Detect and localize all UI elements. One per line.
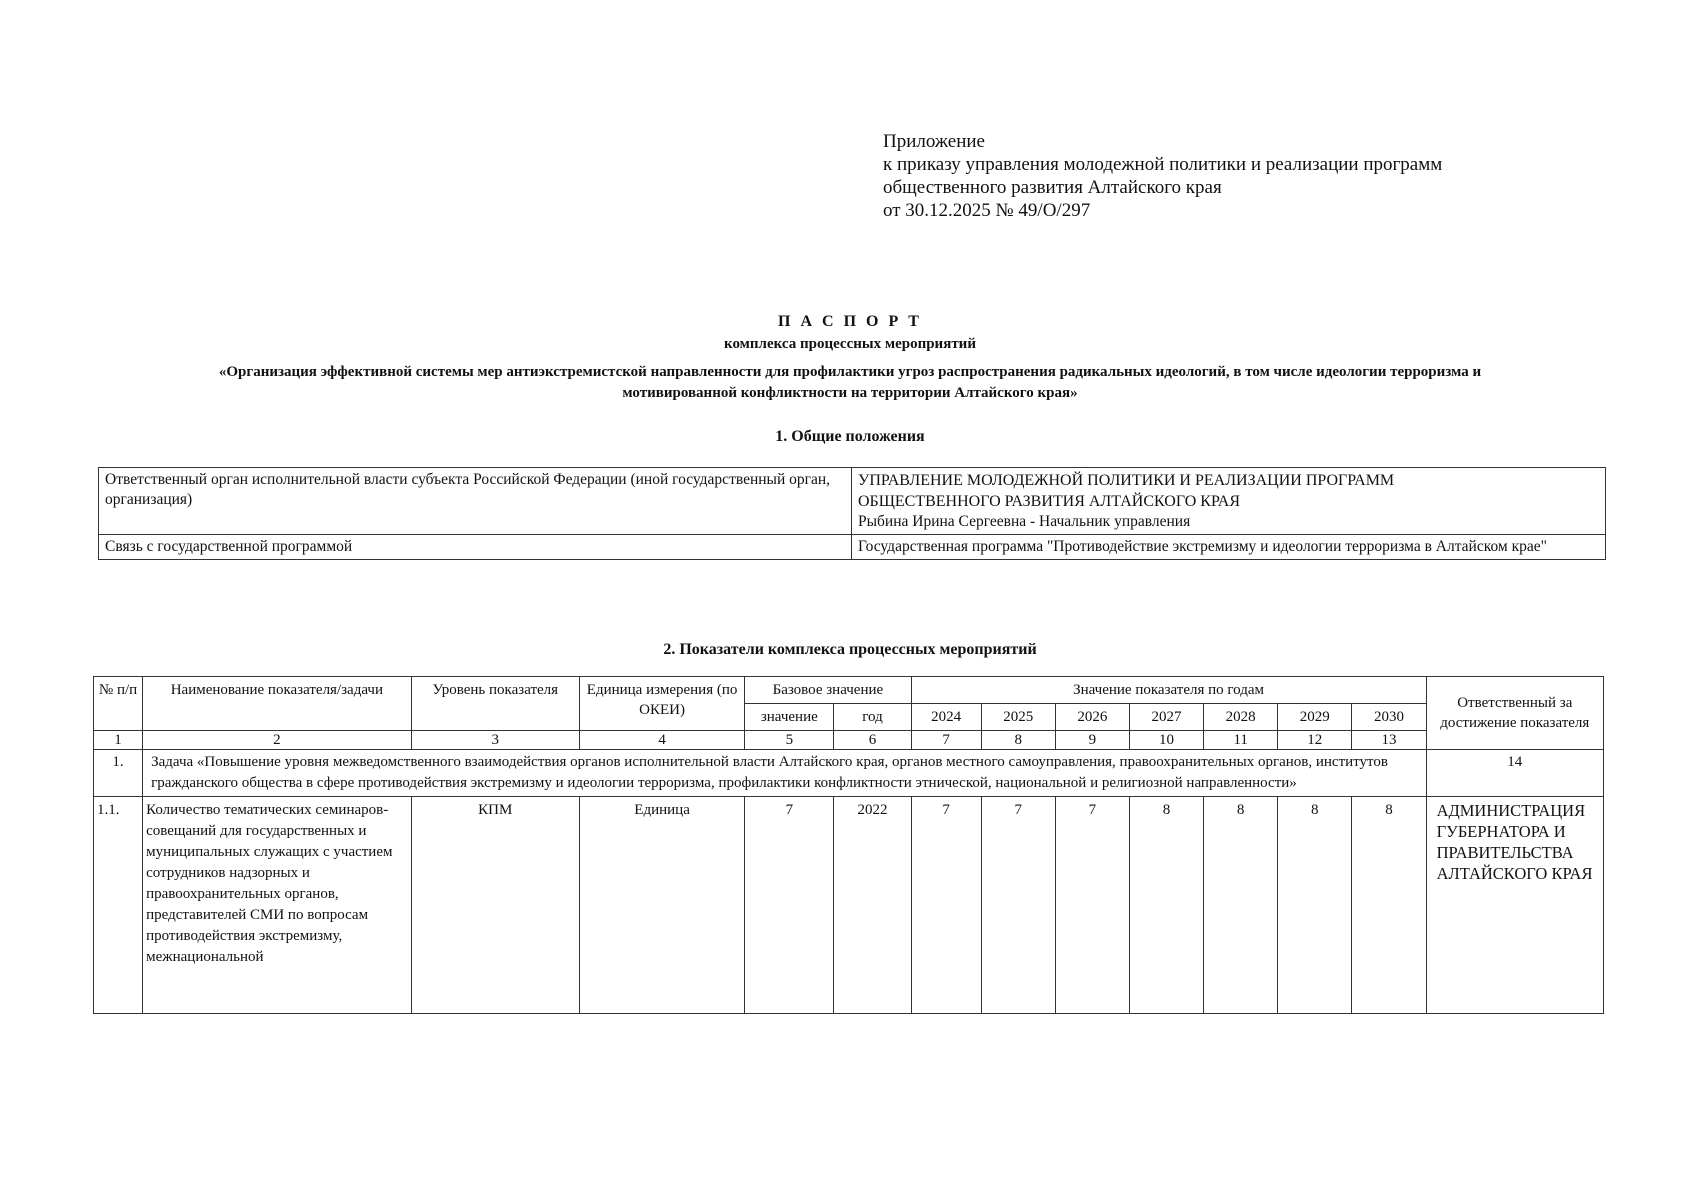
- passport-title: П А С П О Р Т: [778, 313, 922, 330]
- header-base-year: год: [834, 704, 911, 731]
- year-value: 8: [1204, 797, 1278, 1014]
- appendix-title: Приложение: [883, 131, 985, 152]
- passport-subtitle: комплекса процессных мероприятий: [724, 336, 976, 352]
- column-number: 11: [1204, 731, 1278, 750]
- column-number-row: [94, 731, 1604, 750]
- column-number: 6: [834, 731, 911, 750]
- table-row: [94, 797, 1604, 1014]
- header-year: 2030: [1352, 704, 1426, 731]
- table-header-row: [94, 677, 1604, 704]
- column-number: 1: [94, 731, 143, 750]
- task-row: [94, 750, 1604, 797]
- year-value: 7: [981, 797, 1055, 1014]
- column-number: 12: [1278, 731, 1352, 750]
- column-number: 5: [745, 731, 834, 750]
- header-year: 2025: [981, 704, 1055, 731]
- header-year: 2029: [1278, 704, 1352, 731]
- passport-name-line: мотивированной конфликтности на территории Алтайского края»: [622, 385, 1078, 401]
- column-number: 9: [1055, 731, 1129, 750]
- header-responsible: Ответственный за достижение показателя: [1426, 677, 1603, 750]
- responsible-org: АДМИНИСТРАЦИЯ ГУБЕРНАТОРА И ПРАВИТЕЛЬСТВА АЛТАЙСКОГО КРАЯ: [1426, 797, 1603, 1014]
- table-row: [99, 468, 1606, 535]
- column-number: 13: [1352, 731, 1426, 750]
- row-num: 1.1.: [94, 797, 143, 1014]
- responsible-body-label: Ответственный орган исполнительной власти субъекта Российской Федерации (иной государственный орган, организация): [99, 468, 852, 535]
- header-by-years: Значение показателя по годам: [911, 677, 1426, 704]
- header-num: № п/п: [94, 677, 143, 731]
- header-year: 2026: [1055, 704, 1129, 731]
- header-unit: Единица измерения (по ОКЕИ): [579, 677, 744, 731]
- responsible-body-value: [852, 468, 1606, 535]
- passport-name: [110, 362, 1590, 404]
- task-num: 1.: [94, 750, 143, 797]
- responsible-body-line: УПРАВЛЕНИЕ МОЛОДЕЖНОЙ ПОЛИТИКИ И РЕАЛИЗАЦИИ ПРОГРАММ: [858, 472, 1395, 489]
- general-provisions-table: [98, 467, 1606, 560]
- year-value: 8: [1352, 797, 1426, 1014]
- indicator-level: КПМ: [411, 797, 579, 1014]
- base-value: 7: [745, 797, 834, 1014]
- year-value: 8: [1129, 797, 1203, 1014]
- section1-title: 1. Общие положения: [775, 428, 925, 445]
- responsible-head: Рыбина Ирина Сергеевна - Начальник управления: [858, 513, 1191, 530]
- column-number: 14: [1426, 750, 1603, 797]
- column-number: 10: [1129, 731, 1203, 750]
- appendix-order-line: общественного развития Алтайского края: [883, 177, 1222, 198]
- appendix-order-date: от 30.12.2025 № 49/О/297: [883, 200, 1091, 221]
- year-value: 8: [1278, 797, 1352, 1014]
- indicators-table: [93, 676, 1604, 1014]
- year-value: 7: [911, 797, 981, 1014]
- header-year: 2028: [1204, 704, 1278, 731]
- column-number: 3: [411, 731, 579, 750]
- program-link-value: Государственная программа "Противодействие экстремизму и идеологии терроризма в Алтайском крае": [852, 535, 1606, 560]
- task-text: Задача «Повышение уровня межведомственного взаимодействия органов исполнительной власти Алтайского края, органов местного самоуправления, правоохранительных органов, институтов гражданского общества в сфере противодействия экстремизму и идеологии терроризма, профилактики конфликтности этнической, национальной и религиозной направленности»: [143, 750, 1427, 797]
- header-name: Наименование показателя/задачи: [143, 677, 412, 731]
- table-row: [99, 535, 1606, 560]
- program-link-label: Связь с государственной программой: [99, 535, 852, 560]
- indicator-unit: Единица: [579, 797, 744, 1014]
- base-year: 2022: [834, 797, 911, 1014]
- header-level: Уровень показателя: [411, 677, 579, 731]
- header-base-value: значение: [745, 704, 834, 731]
- appendix-block: [883, 130, 1442, 222]
- responsible-body-line: ОБЩЕСТВЕННОГО РАЗВИТИЯ АЛТАЙСКОГО КРАЯ: [858, 493, 1241, 510]
- section2-title: 2. Показатели комплекса процессных мероприятий: [663, 641, 1037, 658]
- header-base: Базовое значение: [745, 677, 911, 704]
- appendix-order-line: к приказу управления молодежной политики и реализации программ: [883, 154, 1443, 175]
- column-number: 4: [579, 731, 744, 750]
- indicator-name: Количество тематических семинаров-совещаний для государственных и муниципальных служащих с участием сотрудников надзорных и правоохранительных органов, представителей СМИ по вопросам противодействия экстремизму, межнациональной: [143, 797, 412, 1014]
- header-year: 2027: [1129, 704, 1203, 731]
- column-number: 2: [143, 731, 412, 750]
- header-year: 2024: [911, 704, 981, 731]
- year-value: 7: [1055, 797, 1129, 1014]
- column-number: 8: [981, 731, 1055, 750]
- passport-name-line: «Организация эффективной системы мер антиэкстремистской направленности для профилактики угроз распространения радикальных идеологий, в том числе идеологии терроризма и: [218, 364, 1482, 380]
- column-number: 7: [911, 731, 981, 750]
